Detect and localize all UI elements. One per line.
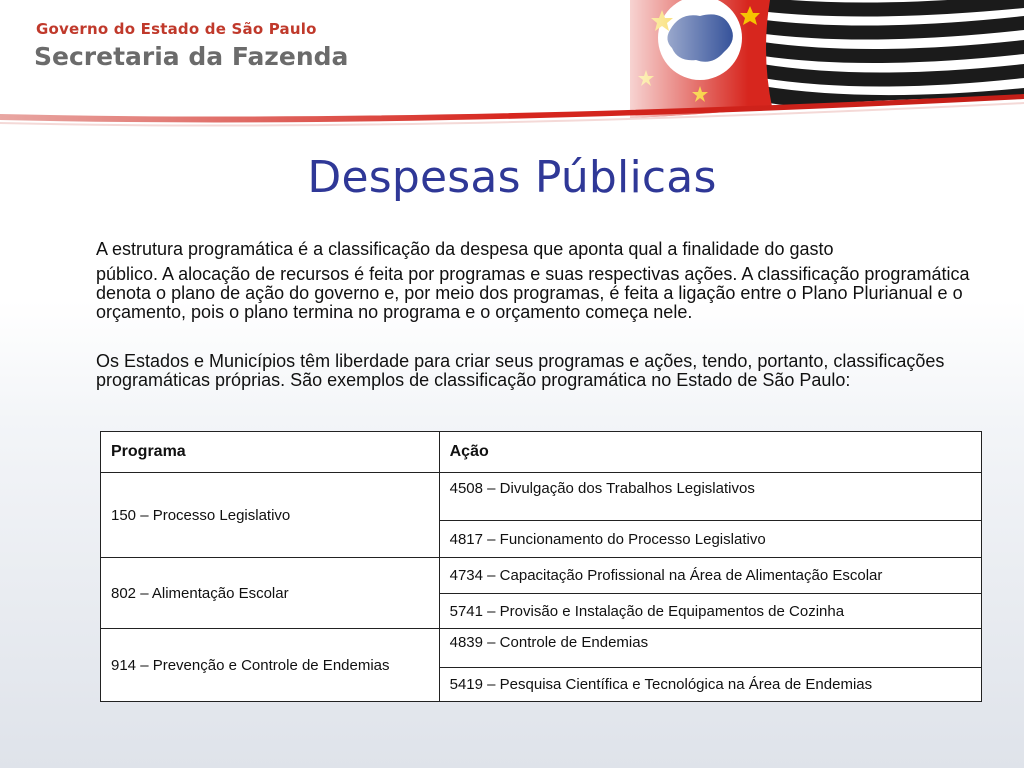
acao-cell: 5419 – Pesquisa Científica e Tecnológica na Área de Endemias — [439, 668, 981, 702]
acao-cell: 4734 – Capacitação Profissional na Área de Alimentação Escolar — [439, 558, 981, 594]
department-name: Secretaria da Fazenda — [34, 42, 349, 71]
programa-cell: 914 – Prevenção e Controle de Endemias — [101, 629, 440, 702]
programa-cell: 802 – Alimentação Escolar — [101, 558, 440, 629]
acao-cell: 5741 – Provisão e Instalação de Equipamentos de Cozinha — [439, 594, 981, 629]
acao-cell: 4839 – Controle de Endemias — [439, 629, 981, 668]
paragraph-1-line-1: A estrutura programática é a classificação da despesa que aponta qual a finalidade do gasto — [96, 239, 834, 259]
acao-cell: 4817 – Funcionamento do Processo Legislativo — [439, 521, 981, 558]
table-header-row — [101, 432, 982, 473]
program-table — [100, 431, 982, 702]
table-row — [101, 629, 982, 668]
programa-cell: 150 – Processo Legislativo — [101, 473, 440, 558]
paragraph-1 — [96, 240, 984, 322]
slide-title: Despesas Públicas — [307, 152, 717, 203]
header — [0, 0, 1024, 130]
paragraph-1-rest: público. A alocação de recursos é feita por programas e suas respectivas ações. A classificação programática denota o plano de ação do governo e, por meio dos programas, é feita a ligação entre o Plano Plurianual e o orçamento, pois o plano termina no programa e o orçamento começa nele. — [96, 264, 970, 322]
table-row — [101, 558, 982, 594]
paragraph-2: Os Estados e Municípios têm liberdade para criar seus programas e ações, tendo, portanto, classificações programáticas próprias. São exemplos de classificação programática no Estado de São Paulo: — [96, 351, 945, 390]
column-header-acao: Ação — [439, 432, 981, 473]
table-row — [101, 473, 982, 521]
column-header-programa: Programa — [101, 432, 440, 473]
acao-cell: 4508 – Divulgação dos Trabalhos Legislativos — [439, 473, 981, 521]
header-swoosh — [0, 88, 1024, 132]
government-name: Governo do Estado de São Paulo — [36, 20, 317, 38]
